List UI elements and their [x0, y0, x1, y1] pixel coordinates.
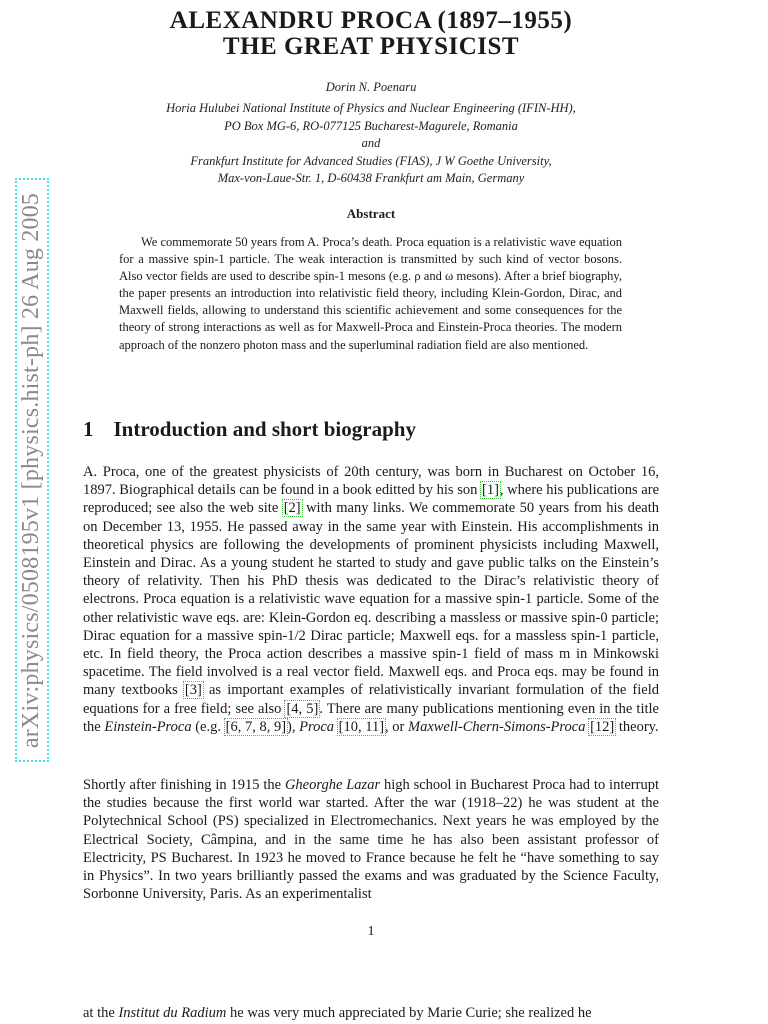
- text-run: with many links. We commemorate 50 years from his death on December 13, 1955. He passed away in the same year with Einstein. His accomplishments in theoretical physics are following the developments of prominent physicists including Maxwell, Einstein and Dirac. As a young student he started to study and gave public talks on the Einstein’s theory of relativity. Then his PhD thesis was dedicated to the Dirac’s relativistic theory of electrons. Proca equation is a relativistic wave equation for a massive spin-1 particle. Some of the other relativistic wave eqs. are: Klein-Gordon eq. describing a massless or massive spin-0 particle; Dirac equation for a massive spin-1/2 Dirac particle; Maxwell eqs. for a massless spin-1 particle, etc. In field theory, the Proca action describes a massive spin-1 field of mass m in Minkowski spacetime. The field involved is a real vector field. Maxwell eqs. and Proca eqs. may be found in many textbooks: [83, 500, 659, 699]
- text-run: he was very much appreciated by Marie Curie; she realized he: [226, 1005, 592, 1021]
- affiliation-line: Frankfurt Institute for Advanced Studies (FIAS), J W Goethe University,: [190, 153, 552, 168]
- italic-term: Maxwell-Chern-Simons-Proca: [408, 718, 586, 735]
- affiliation-line: and: [361, 136, 381, 150]
- arxiv-stamp: [15, 178, 49, 762]
- text-run: (e.g.: [191, 718, 225, 735]
- citation-link[interactable]: [12]: [590, 718, 615, 735]
- abstract-heading: Abstract: [346, 206, 396, 221]
- section-title: Introduction and short biography: [113, 417, 416, 441]
- text-run: theory.: [615, 718, 659, 735]
- affiliation-line: Max-von-Laue-Str. 1, D-60438 Frankfurt am Main, Germany: [217, 171, 525, 185]
- text-run: Shortly after finishing in 1915 the: [83, 777, 285, 793]
- affiliation-line: PO Box MG-6, RO-077125 Bucharest-Magurele, Romania: [224, 118, 518, 133]
- paper-title: [0, 8, 742, 60]
- title-line-2: THE GREAT PHYSICIST: [222, 33, 520, 60]
- italic-term: Gheorghe Lazar: [284, 777, 381, 793]
- text-run: . There are many publications mentioning even in the title the: [83, 700, 659, 735]
- italic-term: Einstein-Proca: [104, 718, 192, 735]
- body-paragraph-2: [83, 776, 659, 903]
- citation-link[interactable]: [10, 11]: [338, 718, 385, 735]
- author-name: Dorin N. Poenaru: [325, 80, 417, 94]
- body-paragraph-1: [83, 463, 659, 736]
- text-run: A. Proca, one of the greatest physicists of 20th century, was born in Bucharest on October 16, 1897. Biographical details can be found in a book editted by his son: [83, 464, 659, 499]
- abstract-text: We commemorate 50 years from A. Proca’s death. Proca equation is a relativistic wave equation for a massive spin-1 particle. The weak interaction is transmitted by such kind of vector bosons. Also vector fields are used to describe spin-1 mesons (e.g. ρ and ω mesons). After a brief biography, the paper presents an introduction into relativistic field theory, including Klein-Gordon, Dirac, and Maxwell fields, allowing to understand this scientific achievement and some consequences for the theory of strong interactions as well as for Maxwell-Proca and Einstein-Proca theories. The modern approach of the nonzero photon mass and the superluminal radiation field are also mentioned.: [119, 235, 622, 352]
- page-number: 1: [367, 924, 375, 939]
- text-run: at the: [83, 1005, 119, 1021]
- citation-link[interactable]: [3]: [184, 682, 202, 699]
- italic-term: Institut du Radium: [118, 1005, 227, 1021]
- section-number: 1: [83, 417, 94, 441]
- section-heading: [83, 417, 416, 442]
- citation-link[interactable]: [6, 7, 8, 9]: [225, 718, 287, 735]
- citation-link[interactable]: [1]: [482, 482, 499, 499]
- affiliation-line: Horia Hulubei National Institute of Physics and Nuclear Engineering (IFIN-HH),: [166, 101, 576, 115]
- citation-link[interactable]: [2]: [283, 500, 301, 517]
- text-run: , where his publications are reproduced; see also the web site: [83, 482, 660, 517]
- citation-link[interactable]: [4, 5]: [286, 700, 319, 717]
- affiliations: [0, 100, 742, 188]
- italic-term: Proca: [299, 718, 335, 735]
- next-page-text: [83, 1004, 659, 1022]
- text-run: , or: [385, 718, 408, 735]
- text-run: ),: [287, 718, 300, 735]
- title-line-1: ALEXANDRU PROCA (1897–1955): [169, 7, 573, 34]
- text-run: high school in Bucharest Proca had to interrupt the studies because the first world war started. After the war (1918–22) he was student at the Polytechnical School (PS) specialized in Electromechanics. Next years he was employed by the Electrical Society, Câmpina, and in the same time he has also been assistant professor of Electricity, PS Bucharest. In 1923 he moved to France because he felt he “have something to say in Physics”. In two years brilliantly passed the exams and was graduated by the Science Faculty, Sorbonne University, Paris. As an experimentalist: [83, 777, 659, 903]
- text-run: as important examples of relativistically invariant formulation of the field equations for a free field; see also: [83, 682, 659, 717]
- arxiv-stamp-text: arXiv:physics/0508195v1 [physics.hist-ph] 26 Aug 2005: [18, 192, 45, 748]
